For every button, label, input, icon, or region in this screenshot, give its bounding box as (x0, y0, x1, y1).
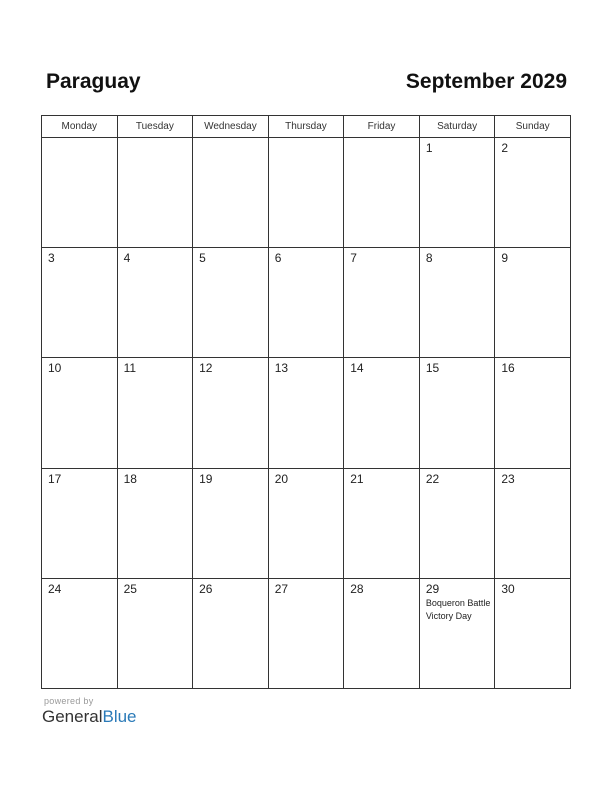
day-cell (42, 578, 118, 688)
weekday-monday: Monday (42, 116, 118, 138)
day-number: 27 (274, 581, 289, 596)
day-cell (419, 468, 495, 578)
day-cell (268, 468, 344, 578)
day-number: 12 (199, 361, 213, 376)
weekday-friday: Friday (344, 116, 420, 138)
weekday-thursday: Thursday (268, 116, 344, 138)
day-cell (344, 358, 420, 468)
day-cell (495, 138, 571, 248)
day-cell (193, 578, 269, 688)
day-cell (344, 468, 420, 578)
week-row-4 (42, 468, 571, 578)
day-cell (419, 138, 495, 248)
brand-general-text: General (42, 707, 103, 726)
day-number: 22 (425, 471, 440, 486)
month-year-title: September 2029 (405, 70, 567, 93)
weekday-wednesday: Wednesday (193, 116, 269, 138)
day-number: 4 (123, 251, 131, 266)
day-cell (193, 468, 269, 578)
day-cell-holiday (419, 578, 495, 688)
day-cell (117, 358, 193, 468)
day-cell (344, 578, 420, 688)
weekday-sunday: Sunday (495, 116, 571, 138)
day-number (118, 138, 193, 141)
day-cell (344, 248, 420, 358)
day-number: 13 (274, 361, 289, 376)
day-cell (495, 468, 571, 578)
day-number: 6 (274, 251, 282, 266)
day-cell (495, 578, 571, 688)
day-cell (419, 358, 495, 468)
day-cell (419, 248, 495, 358)
day-cell (268, 358, 344, 468)
day-number (344, 138, 419, 141)
day-number: 2 (501, 141, 509, 155)
month-calendar-grid (41, 115, 571, 689)
day-cell (117, 248, 193, 358)
calendar-header (46, 70, 566, 100)
day-number (269, 138, 344, 141)
day-cell (344, 138, 420, 248)
day-number: 18 (123, 471, 137, 486)
week-row-3 (42, 358, 571, 468)
day-number: 25 (123, 581, 137, 596)
weekday-tuesday: Tuesday (117, 116, 193, 138)
day-number: 15 (425, 361, 440, 376)
day-number: 23 (501, 471, 515, 486)
holiday-label: Boqueron Battle Victory Day (425, 597, 491, 621)
week-row-1 (42, 138, 571, 248)
day-cell (268, 248, 344, 358)
day-number: 7 (350, 251, 357, 266)
footer-branding (42, 696, 137, 727)
day-number: 10 (48, 361, 62, 376)
day-number: 20 (274, 471, 289, 486)
day-number: 5 (199, 251, 206, 266)
day-cell (268, 578, 344, 688)
day-cell (42, 248, 118, 358)
day-cell (117, 138, 193, 248)
day-number: 24 (48, 581, 62, 596)
day-cell (117, 578, 193, 688)
day-cell (42, 138, 118, 248)
day-number: 28 (350, 581, 364, 596)
day-number: 29 (425, 581, 440, 596)
generalblue-logo (42, 707, 137, 727)
day-cell (495, 358, 571, 468)
day-number: 8 (425, 251, 433, 266)
day-number: 17 (48, 471, 62, 486)
day-cell (117, 468, 193, 578)
powered-by-text: powered by (44, 696, 94, 706)
day-number: 19 (199, 471, 213, 486)
day-cell (193, 138, 269, 248)
day-number: 16 (501, 361, 515, 376)
day-number: 9 (501, 251, 509, 266)
day-number: 21 (350, 471, 364, 486)
day-cell (268, 138, 344, 248)
day-number: 3 (48, 251, 55, 266)
day-cell (42, 468, 118, 578)
day-cell (495, 248, 571, 358)
day-number: 1 (425, 141, 433, 155)
day-number: 14 (350, 361, 364, 376)
day-cell (193, 358, 269, 468)
day-number (42, 138, 117, 141)
week-row-2 (42, 248, 571, 358)
country-title: Paraguay (46, 70, 141, 93)
day-number: 30 (501, 581, 515, 596)
day-number (193, 138, 268, 141)
day-cell (193, 248, 269, 358)
day-number: 26 (199, 581, 213, 596)
week-row-5 (42, 578, 571, 688)
weekday-saturday: Saturday (419, 116, 495, 138)
day-cell (42, 358, 118, 468)
weekday-header-row (42, 116, 571, 138)
day-number: 11 (123, 361, 137, 376)
brand-blue-text: Blue (102, 707, 137, 726)
